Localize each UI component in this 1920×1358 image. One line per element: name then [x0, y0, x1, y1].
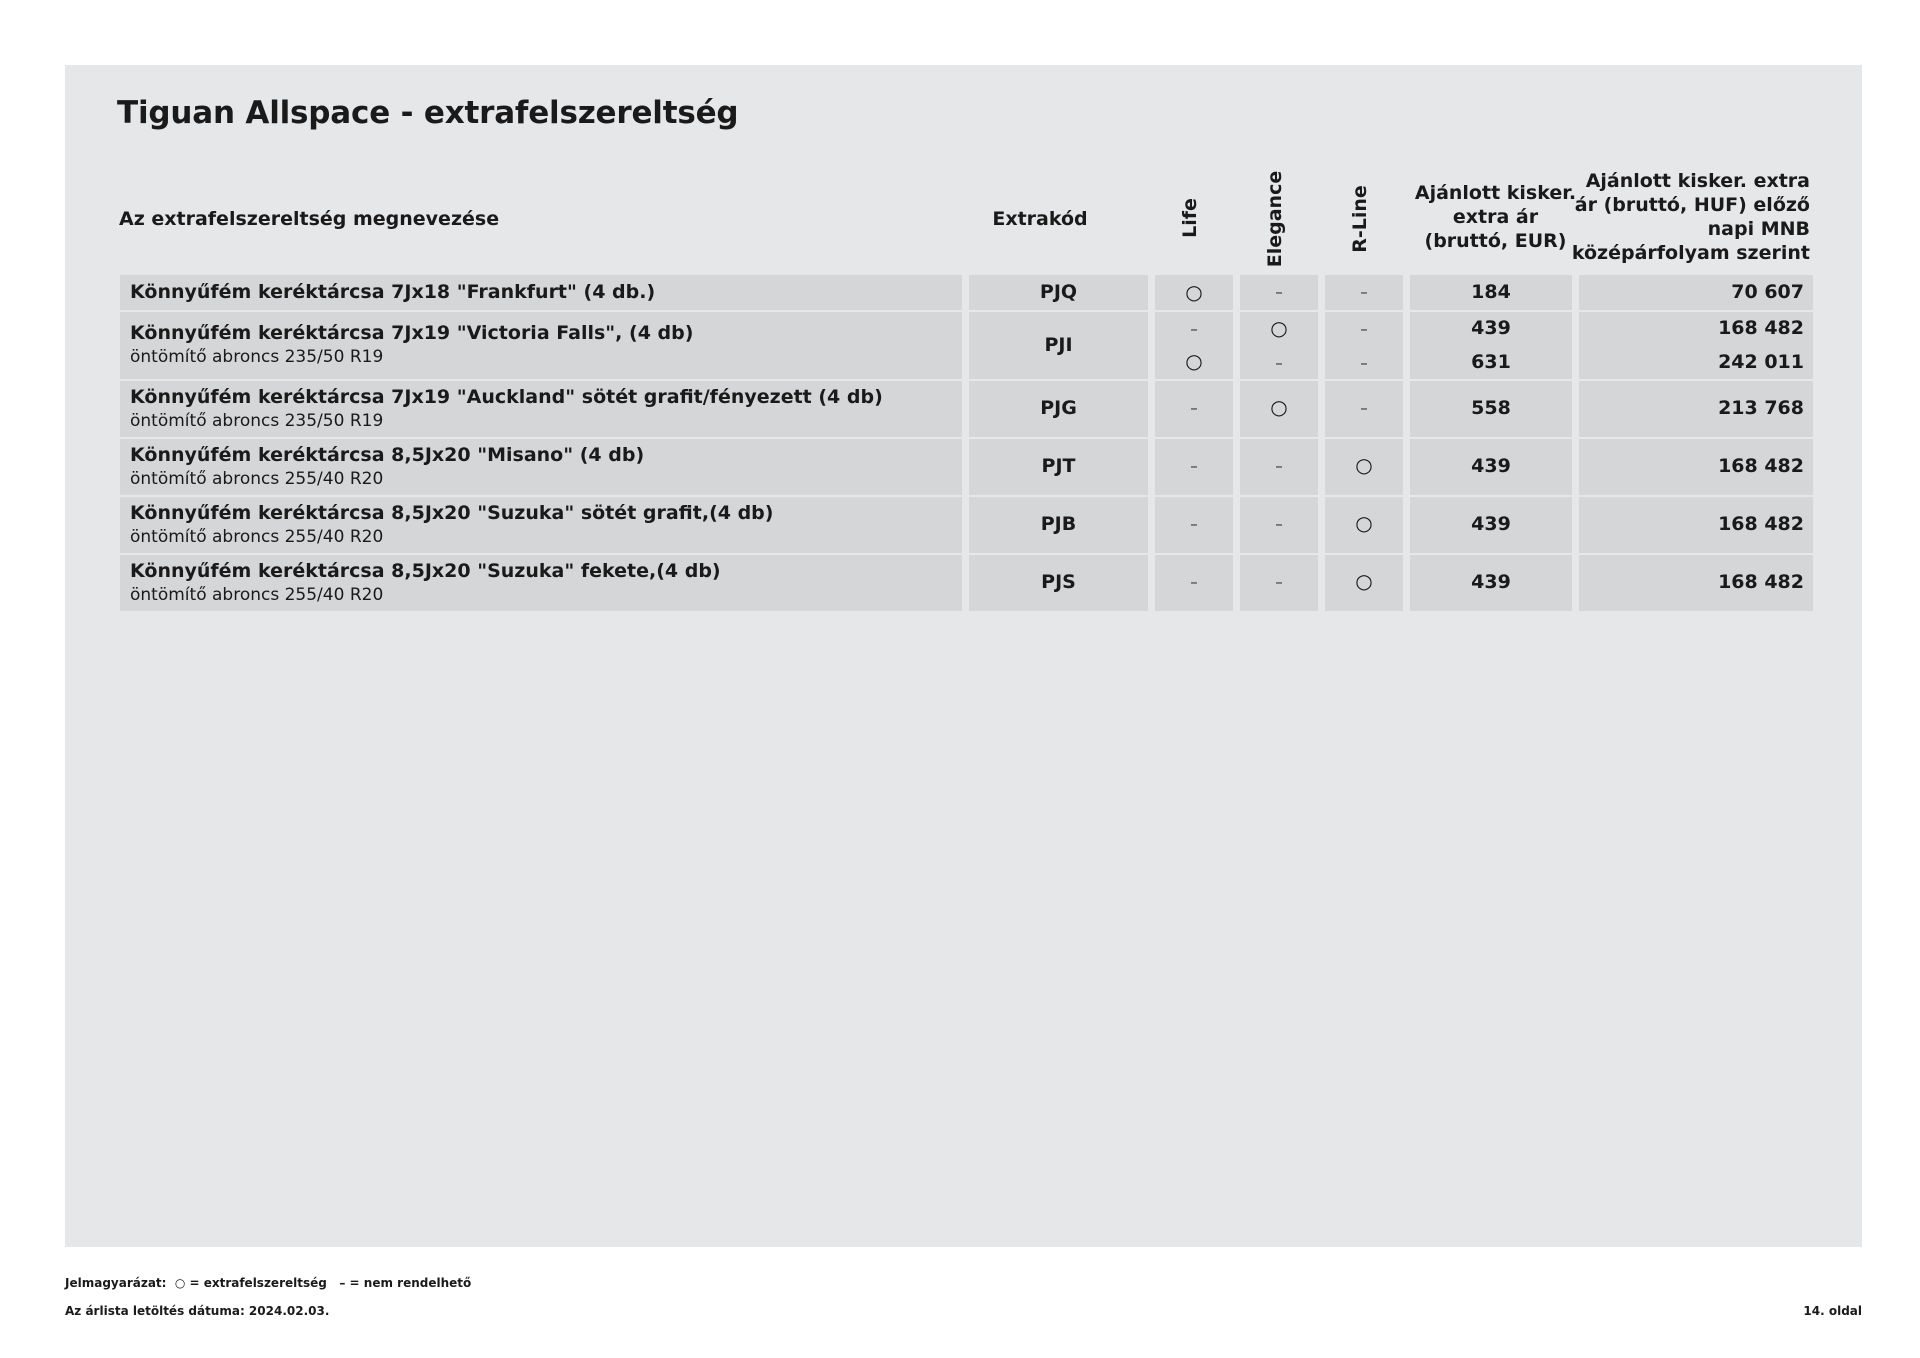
cell-life: [1155, 275, 1233, 310]
price-eur: 184: [1471, 281, 1511, 303]
price-eur: 439: [1471, 513, 1511, 535]
cell-huf: [1579, 439, 1813, 495]
cell-life: [1155, 381, 1233, 437]
cell-elegance: [1240, 312, 1318, 379]
table-row-name: [120, 497, 962, 553]
price-eur: 439: [1471, 317, 1511, 339]
cell-rline: [1325, 312, 1403, 379]
cell-huf: [1579, 555, 1813, 611]
availability-mark: –: [1190, 573, 1198, 591]
availability-mark: ○: [1185, 280, 1203, 304]
availability-mark: –: [1190, 457, 1198, 475]
price-huf: 242 011: [1718, 351, 1804, 373]
header-name: Az extrafelszereltség megnevezése: [119, 208, 500, 230]
row-subtitle: öntömítő abroncs 255/40 R20: [130, 527, 384, 547]
table-row-name: [120, 381, 962, 437]
cell-huf: [1579, 381, 1813, 437]
table-row-name: [120, 439, 962, 495]
cell-eur: [1410, 381, 1572, 437]
availability-mark: –: [1275, 283, 1283, 301]
availability-mark: –: [1190, 320, 1198, 338]
cell-eur: [1410, 555, 1572, 611]
cell-rline: [1325, 381, 1403, 437]
row-code: PJT: [1041, 455, 1076, 477]
row-code: PJQ: [1039, 281, 1078, 303]
header-eur: Ajánlott kisker. extra ár (bruttó, EUR): [1414, 182, 1577, 252]
cell-rline: [1325, 497, 1403, 553]
table-row-name: [120, 312, 962, 379]
price-huf: 168 482: [1718, 571, 1804, 593]
cell-huf: [1579, 312, 1813, 379]
availability-mark: –: [1275, 457, 1283, 475]
availability-mark: ○: [1355, 569, 1373, 593]
table-row-code: [969, 497, 1148, 553]
row-name: Könnyűfém keréktárcsa 7Jx19 "Victoria Falls", (4 db): [130, 322, 694, 344]
availability-mark: ○: [1270, 316, 1288, 340]
price-huf: 168 482: [1718, 455, 1804, 477]
availability-mark: –: [1360, 283, 1368, 301]
cell-eur: [1410, 439, 1572, 495]
cell-life: [1155, 497, 1233, 553]
row-subtitle: öntömítő abroncs 235/50 R19: [130, 347, 384, 367]
cell-rline: [1325, 439, 1403, 495]
price-eur: 439: [1471, 571, 1511, 593]
cell-life: [1155, 439, 1233, 495]
header-elegance: Elegance: [1264, 170, 1286, 268]
availability-mark: –: [1275, 515, 1283, 533]
header-rline: R-Line: [1349, 185, 1371, 253]
table-row-code: [969, 381, 1148, 437]
price-eur: 558: [1471, 397, 1511, 419]
cell-rline: [1325, 275, 1403, 310]
availability-mark: –: [1360, 320, 1368, 338]
row-name: Könnyűfém keréktárcsa 8,5Jx20 "Misano" (4 db): [130, 444, 645, 466]
header-huf: Ajánlott kisker. extra ár (bruttó, HUF) előző napi MNB középárfolyam szerint: [1571, 170, 1810, 264]
table-row-code: [969, 555, 1148, 611]
price-huf: 168 482: [1718, 513, 1804, 535]
row-name: Könnyűfém keréktárcsa 7Jx19 "Auckland" sötét grafit/fényezett (4 db): [130, 386, 883, 408]
availability-mark: –: [1360, 399, 1368, 417]
row-subtitle: öntömítő abroncs 255/40 R20: [130, 585, 384, 605]
cell-eur: [1410, 497, 1572, 553]
row-code: PJI: [1044, 334, 1073, 356]
cell-life: [1155, 555, 1233, 611]
row-code: PJG: [1040, 397, 1077, 419]
availability-mark: –: [1275, 354, 1283, 372]
row-name: Könnyűfém keréktárcsa 8,5Jx20 "Suzuka" fekete,(4 db): [130, 560, 721, 582]
row-subtitle: öntömítő abroncs 255/40 R20: [130, 469, 384, 489]
cell-eur: [1410, 312, 1572, 379]
price-huf: 168 482: [1718, 317, 1804, 339]
download-date: Az árlista letöltés dátuma: 2024.02.03.: [65, 1304, 330, 1318]
price-eur: 631: [1471, 351, 1511, 373]
row-code: PJB: [1040, 513, 1077, 535]
cell-elegance: [1240, 381, 1318, 437]
price-huf: 213 768: [1718, 397, 1804, 419]
row-subtitle: öntömítő abroncs 235/50 R19: [130, 411, 384, 431]
availability-mark: –: [1190, 399, 1198, 417]
cell-elegance: [1240, 497, 1318, 553]
cell-elegance: [1240, 275, 1318, 310]
price-huf: 70 607: [1731, 281, 1804, 303]
cell-elegance: [1240, 555, 1318, 611]
table-row-code: [969, 312, 1148, 379]
cell-eur: [1410, 275, 1572, 310]
header-life: Life: [1179, 198, 1201, 238]
availability-mark: –: [1190, 515, 1198, 533]
table-row-code: [969, 439, 1148, 495]
availability-mark: ○: [1270, 395, 1288, 419]
row-name: Könnyűfém keréktárcsa 7Jx18 "Frankfurt" (4 db.): [130, 281, 656, 303]
availability-mark: –: [1275, 573, 1283, 591]
legend: Jelmagyarázat: ○ = extrafelszereltség – = nem rendelhető: [65, 1276, 472, 1290]
cell-huf: [1579, 275, 1813, 310]
availability-mark: ○: [1185, 349, 1203, 373]
availability-mark: ○: [1355, 453, 1373, 477]
row-code: PJS: [1041, 571, 1076, 593]
cell-life: [1155, 312, 1233, 379]
page-title: Tiguan Allspace - extrafelszereltség: [117, 95, 739, 131]
table-row-name: [120, 275, 962, 310]
header-code: Extrakód: [992, 208, 1088, 230]
page-number: 14. oldal: [1803, 1304, 1862, 1318]
cell-huf: [1579, 497, 1813, 553]
row-name: Könnyűfém keréktárcsa 8,5Jx20 "Suzuka" sötét grafit,(4 db): [130, 502, 774, 524]
price-eur: 439: [1471, 455, 1511, 477]
table-row-code: [969, 275, 1148, 310]
table-row-name: [120, 555, 962, 611]
cell-elegance: [1240, 439, 1318, 495]
availability-mark: –: [1360, 354, 1368, 372]
cell-rline: [1325, 555, 1403, 611]
availability-mark: ○: [1355, 511, 1373, 535]
